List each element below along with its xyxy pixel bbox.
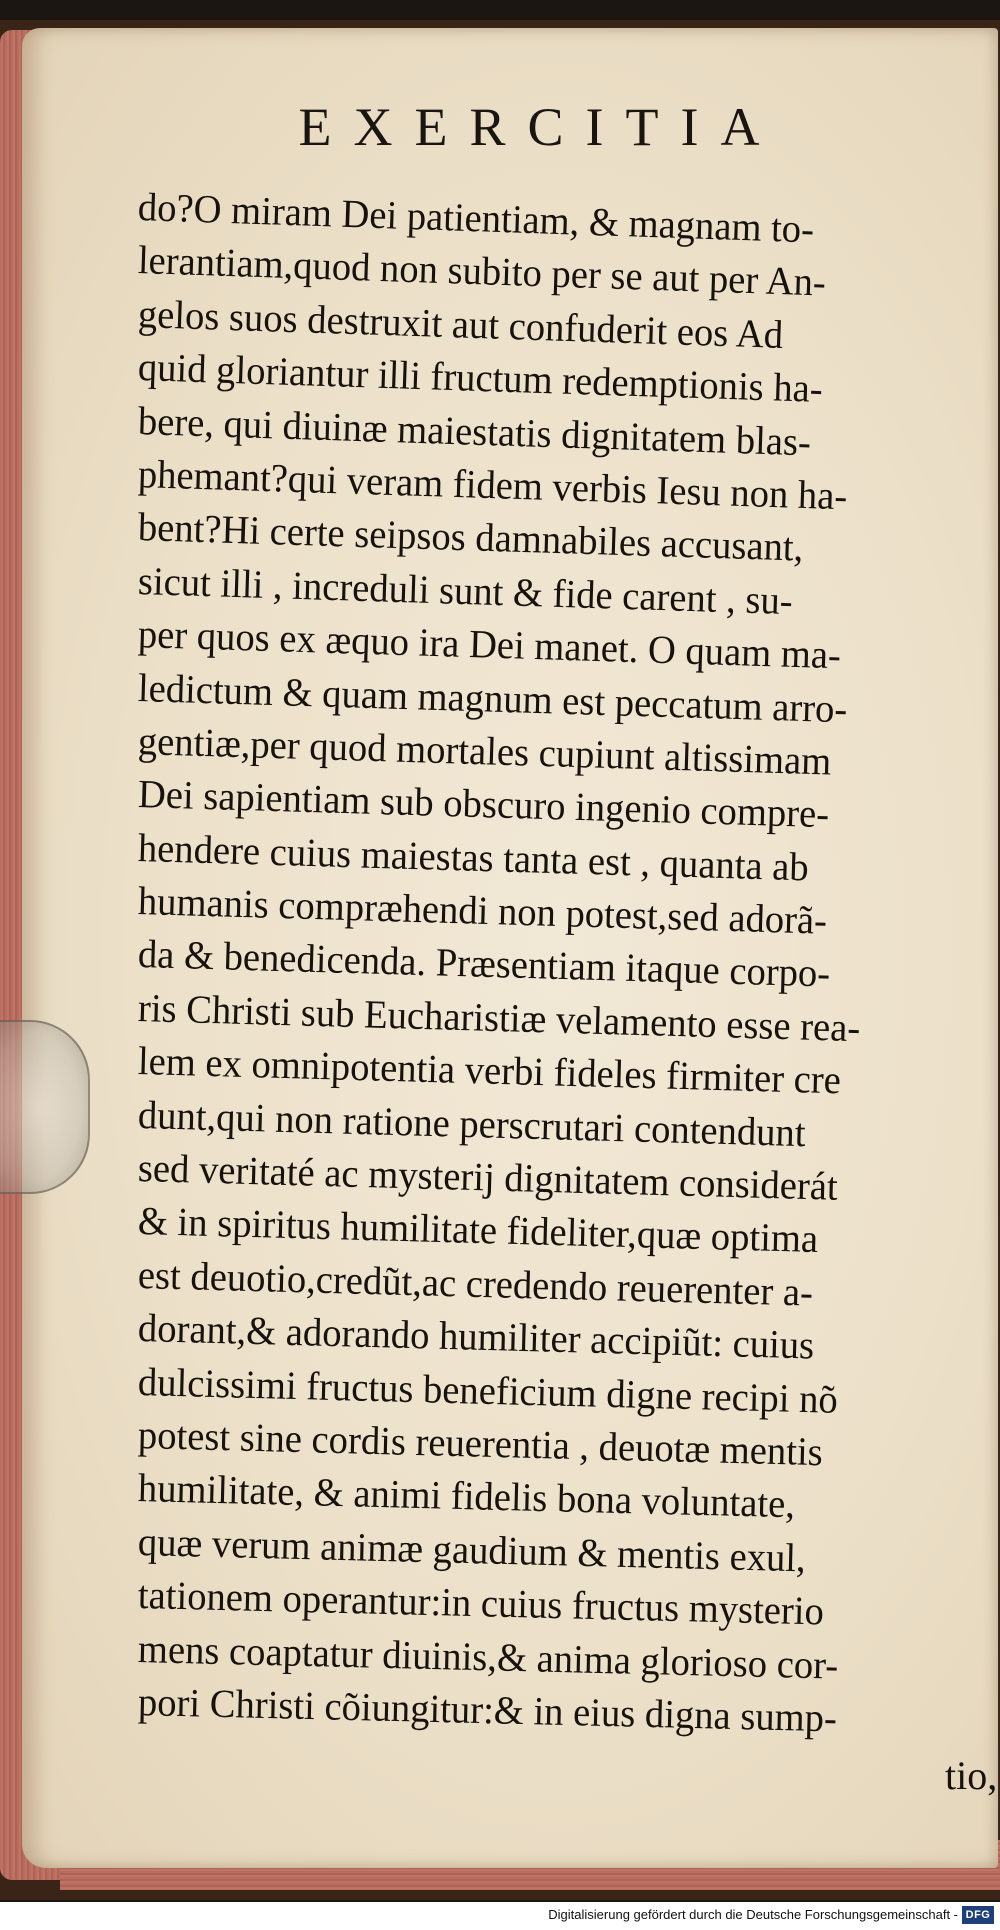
text-line: dunt,qui non ratione perscrutari contendunt xyxy=(137,1091,807,1155)
text-line: & in spiritus humilitate fideliter,quæ optima xyxy=(137,1198,819,1262)
text-line: Dei sapientiam sub obscuro ingenio compre- xyxy=(137,771,830,837)
text-line: quæ verum animæ gaudium & mentis exul, xyxy=(137,1518,807,1581)
text-line: pori Christi cõiungitur:& in eius digna sump- xyxy=(137,1678,838,1741)
catchword: tio, xyxy=(945,1753,998,1798)
footer-bar xyxy=(0,1902,1000,1930)
text-line: phemant?qui veram fidem verbis Iesu non ha- xyxy=(137,450,848,519)
text-line: mens coaptatur diuinis,& anima glorioso cor- xyxy=(137,1625,839,1688)
page-clip xyxy=(0,1020,90,1194)
text-line: tationem operantur:in cuius fructus mysterio xyxy=(137,1572,825,1634)
dfg-logo-icon: DFG xyxy=(962,1906,994,1924)
text-line: lerantiam,quod non subito per se aut per An- xyxy=(137,237,827,305)
text-line: lem ex omnipotentia verbi fideles firmiter cre xyxy=(137,1038,842,1103)
text-block xyxy=(137,180,998,1741)
footer-credit: Digitalisierung gefördert durch die Deutsche Forschungsgemeinschaft - xyxy=(548,1907,958,1922)
running-head: EXERCITIA xyxy=(298,97,782,157)
text-line: est deuotio,credũt,ac credendo reuerenter a- xyxy=(137,1251,814,1315)
text-line: gelos suos destruxit aut confuderit eos Ad xyxy=(137,290,784,357)
text-line: do?O miram Dei patientiam, & magnam to- xyxy=(137,184,815,252)
text-line: bere, qui diuinæ maiestatis dignitatem blas- xyxy=(137,397,812,464)
text-line: bent?Hi certe seipsos damnabiles accusant, xyxy=(137,504,804,571)
text-line: humanis compræhendi non potest,sed adorã- xyxy=(137,878,828,943)
text-line: ris Christi sub Eucharistiæ velamento esse rea- xyxy=(137,984,861,1051)
text-line: gentiæ,per quod mortales cupiunt altissimam xyxy=(137,717,832,784)
text-line: dulcissimi fructus beneficium digne recipi nõ xyxy=(137,1358,839,1422)
text-line: sicut illi , increduli sunt & fide carent , su- xyxy=(137,557,794,623)
text-line: ledictum & quam magnum est peccatum arro- xyxy=(137,664,848,731)
text-line: per quos ex æquo ira Dei manet. O quam ma- xyxy=(137,611,842,678)
text-line: dorant,& adorando humiliter accipiũt: cuius xyxy=(137,1305,815,1368)
text-line: potest sine cordis reuerentia , deuotæ mentis xyxy=(137,1411,824,1475)
text-line: da & benedicenda. Præsentiam itaque corpo- xyxy=(137,931,831,997)
text-line: hendere cuius maiestas tanta est , quanta ab xyxy=(137,824,810,890)
text-line: quid gloriantur illi fructum redemptionis ha- xyxy=(137,344,824,412)
text-line: humilitate, & animi fidelis bona voluntate, xyxy=(137,1465,796,1527)
text-line: sed veritaté ac mysterij dignitatem considerát xyxy=(137,1145,839,1209)
